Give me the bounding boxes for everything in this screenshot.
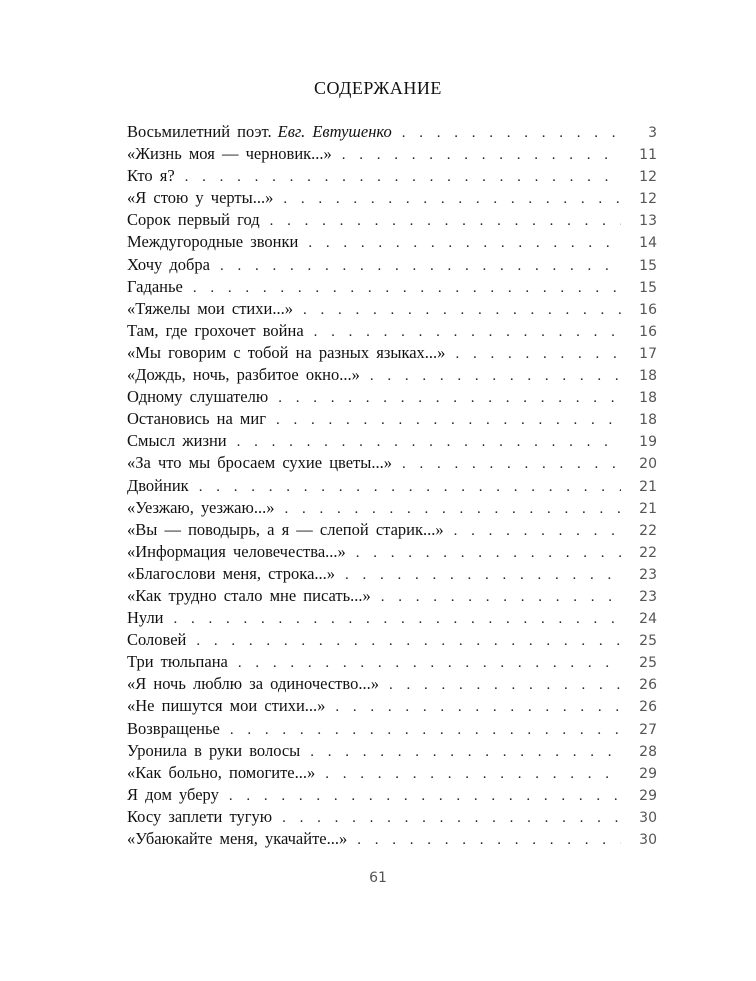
- toc-entry-page: 25: [639, 633, 657, 650]
- toc-entry: [127, 342, 657, 364]
- dot-leader: [454, 520, 621, 542]
- toc-entry: [127, 740, 657, 762]
- dot-leader: [284, 498, 621, 520]
- toc-entry-title: Междугородные звонки: [127, 232, 299, 252]
- toc-entry-page: 26: [639, 699, 657, 716]
- toc-entry-page: 30: [639, 809, 657, 826]
- toc-entry-page: 25: [639, 655, 657, 672]
- dot-leader: [314, 321, 621, 343]
- toc-entry: [127, 187, 657, 209]
- toc-entry-page: 15: [639, 279, 657, 296]
- toc-entry-page: 19: [639, 434, 657, 451]
- toc-entry-title: «Убаюкайте меня, укачайте...»: [127, 829, 348, 848]
- dot-leader: [310, 741, 621, 763]
- toc-entry: [127, 276, 657, 298]
- toc-entry: [127, 298, 657, 320]
- toc-entry: [127, 673, 657, 695]
- toc-entry-title: Одному слушателю: [127, 387, 269, 407]
- table-of-contents: [127, 121, 657, 850]
- dot-leader: [174, 608, 621, 630]
- toc-entry-page: 11: [639, 147, 657, 164]
- dot-leader: [278, 387, 621, 409]
- dot-leader: [308, 232, 621, 254]
- dot-leader: [270, 210, 621, 232]
- toc-entry: [127, 364, 657, 386]
- dot-leader: [335, 696, 621, 718]
- toc-entry: [127, 607, 657, 629]
- dot-leader: [229, 785, 621, 807]
- toc-entry-title: Соловей: [127, 630, 187, 650]
- dot-leader: [455, 343, 621, 365]
- toc-entry: [127, 762, 657, 784]
- dot-leader: [389, 674, 621, 696]
- toc-entry-title: Нули: [127, 608, 164, 628]
- toc-entry-author: Евг. Евтушенко: [277, 122, 392, 141]
- toc-entry-title: «Дождь, ночь, разбитое окно...»: [127, 365, 360, 385]
- toc-entry-title: Гаданье: [127, 276, 183, 296]
- toc-entry-page: 27: [639, 721, 657, 738]
- toc-entry: [127, 231, 657, 253]
- dot-leader: [402, 122, 621, 144]
- toc-entry: [127, 806, 657, 828]
- toc-entry-title: «Вы — поводырь, а я — слепой старик...»: [127, 519, 444, 539]
- toc-entry: [127, 430, 657, 452]
- toc-entry-page: 22: [639, 522, 657, 539]
- toc-entry-page: 12: [639, 191, 657, 208]
- toc-entry-page: 18: [639, 390, 657, 407]
- toc-entry: [127, 651, 657, 673]
- dot-leader: [325, 763, 621, 785]
- toc-entry-title: «Я стою у черты...»: [127, 188, 274, 208]
- toc-entry-page: 23: [639, 588, 657, 605]
- toc-entry: [127, 386, 657, 408]
- dot-leader: [276, 409, 621, 431]
- dot-leader: [185, 166, 621, 188]
- toc-entry: [127, 629, 657, 651]
- toc-entry-page: 13: [639, 213, 657, 230]
- dot-leader: [193, 277, 621, 299]
- dot-leader: [402, 453, 621, 475]
- toc-entry-page: 22: [639, 544, 657, 561]
- dot-leader: [282, 807, 621, 829]
- toc-entry: [127, 541, 657, 563]
- toc-entry-page: 28: [639, 743, 657, 760]
- page-title: СОДЕРЖАНИЕ: [314, 78, 442, 98]
- toc-entry-title: Я дом уберу: [127, 784, 219, 804]
- dot-leader: [345, 564, 621, 586]
- toc-entry-page: 21: [639, 478, 657, 495]
- toc-entry: [127, 408, 657, 430]
- toc-entry-title: «Не пишутся мои стихи...»: [127, 696, 326, 716]
- dot-leader: [220, 255, 621, 277]
- toc-entry-title: Кто я?: [127, 166, 175, 186]
- toc-entry-title: «За что мы бросаем сухие цветы...»: [127, 453, 392, 473]
- toc-entry-page: 29: [639, 787, 657, 804]
- toc-entry: [127, 121, 657, 143]
- toc-entry-title: Остановись на миг: [127, 409, 266, 429]
- toc-entry: [127, 452, 657, 474]
- toc-entry-title: «Как больно, помогите...»: [127, 762, 316, 782]
- toc-entry: [127, 320, 657, 342]
- toc-entry-title: «Уезжаю, уезжаю...»: [127, 497, 275, 517]
- toc-entry-page: 20: [639, 456, 657, 473]
- toc-entry: [127, 143, 657, 165]
- dot-leader: [196, 630, 621, 652]
- toc-entry: [127, 695, 657, 717]
- toc-entry-title: Возвращенье: [127, 718, 220, 738]
- toc-entry-title: «Как трудно стало мне писать...»: [127, 585, 371, 605]
- toc-entry-page: 17: [639, 345, 657, 362]
- toc-entry: [127, 784, 657, 806]
- dot-leader: [303, 299, 621, 321]
- toc-entry: [127, 563, 657, 585]
- toc-entry-title: «Жизнь моя — черновик...»: [127, 144, 332, 164]
- dot-leader: [356, 542, 621, 564]
- toc-entry-page: 29: [639, 765, 657, 782]
- toc-entry: [127, 585, 657, 607]
- toc-entry-title: Уронила в руки волосы: [127, 740, 301, 760]
- toc-entry: [127, 828, 657, 850]
- dot-leader: [357, 829, 621, 851]
- toc-entry-title: Там, где грохочет война: [127, 320, 304, 340]
- toc-entry-page: 16: [639, 301, 657, 318]
- toc-entry-title: «Я ночь люблю за одиночество...»: [127, 674, 379, 694]
- toc-entry-page: 3: [648, 125, 657, 141]
- toc-entry-title: Три тюльпана: [127, 652, 228, 672]
- toc-entry: [127, 718, 657, 740]
- toc-entry-title: Хочу добра: [127, 254, 210, 274]
- toc-entry-title: Двойник: [127, 475, 189, 495]
- toc-entry-page: 26: [639, 677, 657, 694]
- toc-entry-title: «Информация человечества...»: [127, 541, 346, 561]
- toc-entry-page: 21: [639, 500, 657, 517]
- toc-entry-title: Смысл жизни: [127, 431, 227, 451]
- toc-entry-page: 14: [639, 235, 657, 252]
- toc-entry-page: 23: [639, 566, 657, 583]
- toc-entry-title: Косу заплети тугую: [127, 806, 273, 826]
- dot-leader: [230, 719, 621, 741]
- toc-entry: [127, 165, 657, 187]
- toc-entry-title: «Благослови меня, строка...»: [127, 563, 336, 583]
- toc-entry-page: 18: [639, 368, 657, 385]
- toc-entry: [127, 497, 657, 519]
- toc-entry-page: 24: [639, 611, 657, 628]
- toc-entry-page: 30: [639, 832, 657, 848]
- dot-leader: [237, 431, 621, 453]
- dot-leader: [370, 365, 621, 387]
- toc-entry-page: 12: [639, 169, 657, 186]
- toc-entry-page: 16: [639, 323, 657, 340]
- toc-entry-title: Сорок первый год: [127, 210, 260, 230]
- toc-entry-title: «Тяжелы мои стихи...»: [127, 298, 293, 318]
- dot-leader: [199, 476, 621, 498]
- toc-entry-title: Восьмилетний поэт.: [127, 122, 272, 141]
- toc-entry-page: 15: [639, 257, 657, 274]
- toc-entry: [127, 475, 657, 497]
- dot-leader: [381, 586, 621, 608]
- dot-leader: [238, 652, 621, 674]
- dot-leader: [283, 188, 621, 210]
- toc-entry-title: «Мы говорим с тобой на разных языках...»: [127, 342, 446, 362]
- toc-entry-page: 18: [639, 412, 657, 429]
- toc-entry: [127, 254, 657, 276]
- dot-leader: [342, 144, 621, 166]
- toc-entry: [127, 519, 657, 541]
- page-number: 61: [369, 870, 387, 886]
- toc-entry: [127, 209, 657, 231]
